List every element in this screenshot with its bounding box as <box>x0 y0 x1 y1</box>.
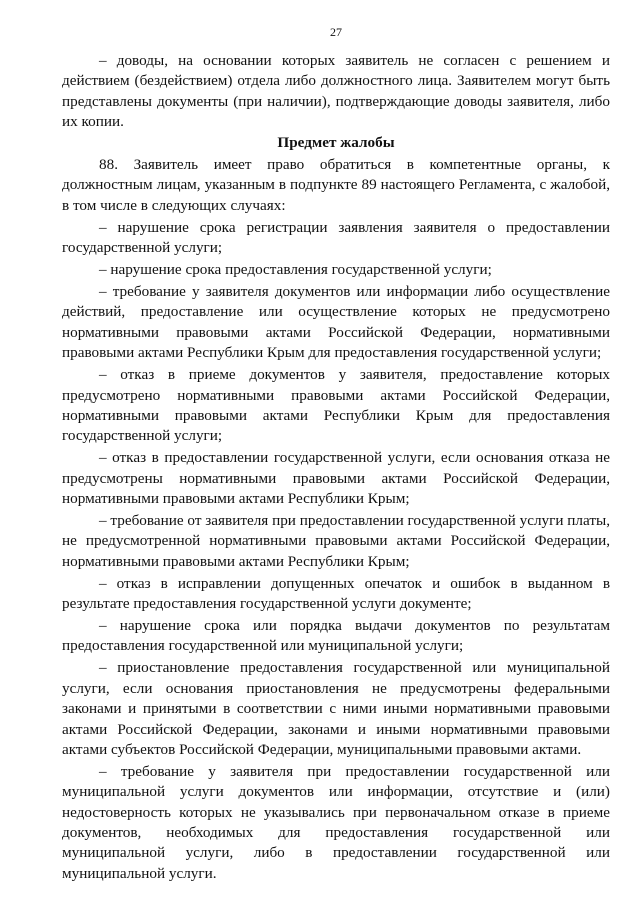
section-title: Предмет жалобы <box>277 134 395 152</box>
list-item: – отказ в приеме документов у заявителя, предоставление которых предусмотрено нормативными правовыми актами Российской Федерации, нормативными правовыми актами Республики Крым для предоставления государственной услуги; <box>62 366 610 445</box>
list-item: – нарушение срока предоставления государственной услуги; <box>99 261 492 279</box>
list-item: – нарушение срока или порядка выдачи документов по результатам предоставления государственной или муниципальной услуги; <box>62 616 610 655</box>
page-number: 27 <box>330 25 342 39</box>
list-item: – нарушение срока регистрации заявления заявителя о предоставлении государственной услуги; <box>62 218 610 257</box>
document-body <box>62 51 610 884</box>
list-item: – требование от заявителя при предоставлении государственной услуги платы, не предусмотренной нормативными правовыми актами Российской Федерации, нормативными правовыми актами Республики Крым; <box>62 511 610 570</box>
list-item: – требование у заявителя документов или информации либо осуществление действий, предоставление или осуществление которых не предусмотрено нормативными правовыми актами Российской Федерации, нормативными правовыми актами Республики Крым для предоставления государственной услуги; <box>62 282 610 362</box>
intro-paragraph: – доводы, на основании которых заявитель не согласен с решением и действием (бездействием) отдела либо должностного лица. Заявителем могут быть представлены документы (при наличии), подтверждающие доводы заявителя, либо их копии. <box>62 52 610 131</box>
clause-88: 88. Заявитель имеет право обратиться в компетентные органы, к должностным лицам, указанным в подпункте 89 настоящего Регламента, с жалобой, в том числе в следующих случаях: <box>62 156 610 214</box>
list-item: – требование у заявителя при предоставлении государственной или муниципальной услуги документов или информации, отсутствие и (или) недостоверность которых не указывались при первоначальном отказе в приеме документов, необходимых для предоставления государственной или муниципальной услуги, либо в предоставлении государственной или муниципальной услуги. <box>62 762 610 882</box>
list-item: – приостановление предоставления государственной или муниципальной услуги, если основания приостановления не предусмотрены федеральными законами и принятыми в соответствии с ними иными нормативными правовыми актами Российской Федерации, законами и иными нормативными правовыми актами субъектов Российской Федерации, муниципальными правовыми актами. <box>62 659 610 758</box>
list-item: – отказ в предоставлении государственной услуги, если основания отказа не предусмотрены нормативными правовыми актами Российской Федерации, нормативными правовыми актами Республики Крым; <box>62 449 610 508</box>
list-item: – отказ в исправлении допущенных опечаток и ошибок в выданном в результате предоставления государственной услуги документе; <box>62 574 610 613</box>
